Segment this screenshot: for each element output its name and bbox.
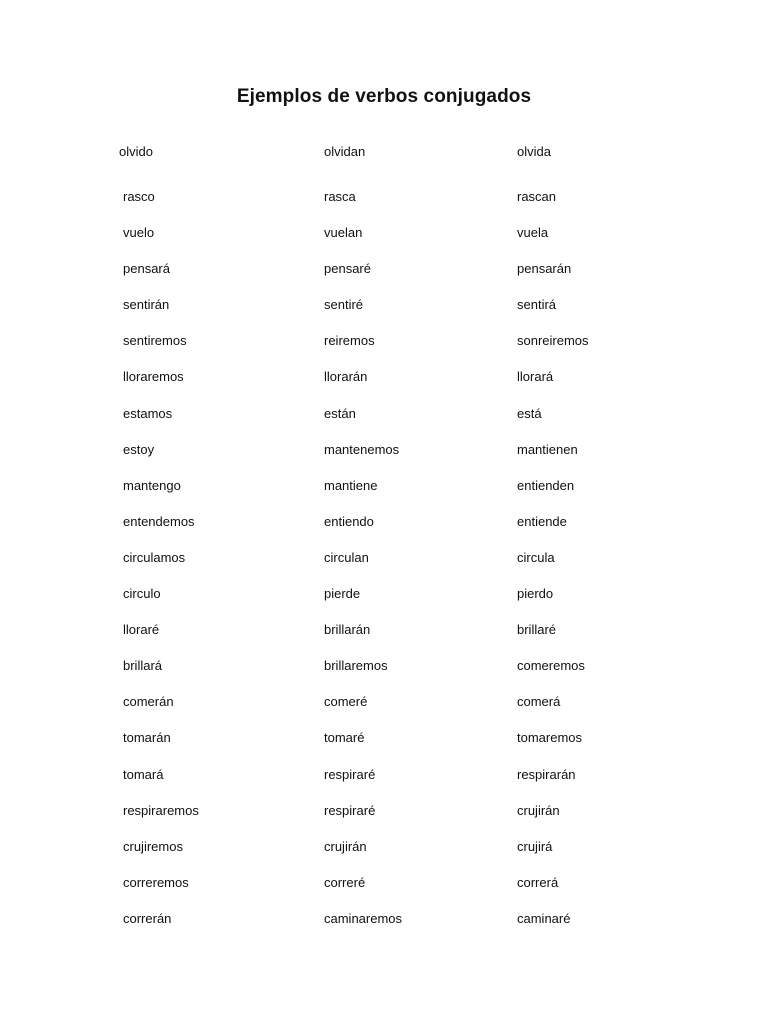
verb-cell: vuelan (324, 225, 363, 241)
table-row (0, 586, 768, 622)
verb-cell: circulo (123, 586, 161, 602)
verb-cell: respirarán (517, 766, 576, 782)
table-row (0, 406, 768, 442)
verb-cell: están (324, 405, 356, 421)
verb-cell: rasca (324, 189, 356, 204)
table-row (0, 803, 768, 839)
verb-cell: llorará (517, 369, 554, 385)
table-row (0, 261, 768, 297)
verb-cell: mantenemos (324, 441, 400, 457)
verb-cell: está (517, 405, 542, 421)
verb-cell: correrán (123, 910, 172, 926)
table-row (0, 189, 768, 225)
verb-cell: brillarán (324, 622, 371, 638)
verb-cell: crujiremos (123, 838, 183, 854)
verb-cell: pensarán (517, 261, 572, 277)
verb-cell: correré (324, 874, 366, 890)
verb-cell: mantengo (123, 477, 181, 493)
verb-cell: comerán (123, 694, 174, 710)
verb-cell: sentiré (324, 297, 364, 313)
verb-cell: sentirá (517, 297, 557, 313)
verb-cell: mantienen (517, 441, 578, 457)
verb-cell: pensará (123, 261, 170, 277)
verb-cell: tomarán (123, 730, 171, 746)
verb-cell: reiremos (324, 333, 375, 349)
header-cell-1: olvido (119, 144, 153, 159)
verb-cell: brillará (123, 658, 163, 674)
table-row (0, 225, 768, 261)
verb-table (0, 189, 768, 947)
verb-cell: sonreiremos (517, 333, 589, 349)
verb-cell: pierde (324, 586, 361, 602)
verb-cell: respiraré (324, 766, 376, 782)
verb-cell: crujirán (324, 838, 367, 854)
verb-cell: vuelo (123, 225, 155, 241)
table-row (0, 369, 768, 405)
verb-cell: entendemos (123, 513, 195, 529)
table-row (0, 550, 768, 586)
table-row (0, 333, 768, 369)
verb-cell: circulamos (123, 549, 186, 565)
table-row (0, 514, 768, 550)
table-row (0, 622, 768, 658)
verb-cell: brillaremos (324, 658, 388, 674)
header-row (0, 144, 768, 164)
table-row (0, 839, 768, 875)
verb-cell: correrá (517, 874, 559, 890)
verb-cell: crujirán (517, 802, 560, 818)
table-row (0, 478, 768, 514)
verb-cell: sentiremos (123, 333, 187, 349)
table-row (0, 730, 768, 766)
header-cell-3: olvida (517, 144, 551, 159)
table-row (0, 442, 768, 478)
verb-cell: tomaremos (517, 730, 583, 746)
verb-cell: mantiene (324, 477, 378, 493)
table-row (0, 694, 768, 730)
verb-cell: respiraré (324, 802, 376, 818)
table-row (0, 875, 768, 911)
table-row (0, 297, 768, 333)
verb-cell: llorarán (324, 369, 368, 385)
verb-cell: lloraré (123, 622, 160, 638)
verb-cell: crujirá (517, 838, 553, 854)
verb-cell: correremos (123, 874, 189, 890)
verb-cell: entiendo (324, 513, 374, 529)
verb-cell: rascan (517, 189, 557, 204)
table-row (0, 658, 768, 694)
verb-cell: respiraremos (123, 802, 199, 818)
verb-cell: estoy (123, 441, 155, 457)
verb-cell: tomará (123, 766, 164, 782)
verb-cell: comerá (517, 694, 561, 710)
verb-cell: pensaré (324, 261, 371, 277)
verb-cell: entiende (517, 513, 567, 529)
verb-cell: circula (517, 549, 555, 565)
verb-cell: circulan (324, 549, 369, 565)
verb-cell: brillaré (517, 622, 557, 638)
table-row (0, 767, 768, 803)
verb-cell: vuela (517, 225, 549, 241)
verb-cell: comeremos (517, 658, 585, 674)
header-cell-2: olvidan (324, 144, 366, 159)
verb-cell: comeré (324, 694, 368, 710)
verb-cell: caminaré (517, 910, 571, 926)
verb-cell: sentirán (123, 297, 170, 313)
page-title: Ejemplos de verbos conjugados (236, 86, 532, 107)
verb-cell: rasco (123, 189, 155, 204)
table-row (0, 911, 768, 947)
verb-cell: tomaré (324, 730, 365, 746)
verb-cell: estamos (123, 405, 173, 421)
verb-cell: caminaremos (324, 910, 403, 926)
verb-cell: entienden (517, 477, 575, 493)
verb-cell: pierdo (517, 586, 554, 602)
verb-cell: lloraremos (123, 369, 184, 385)
